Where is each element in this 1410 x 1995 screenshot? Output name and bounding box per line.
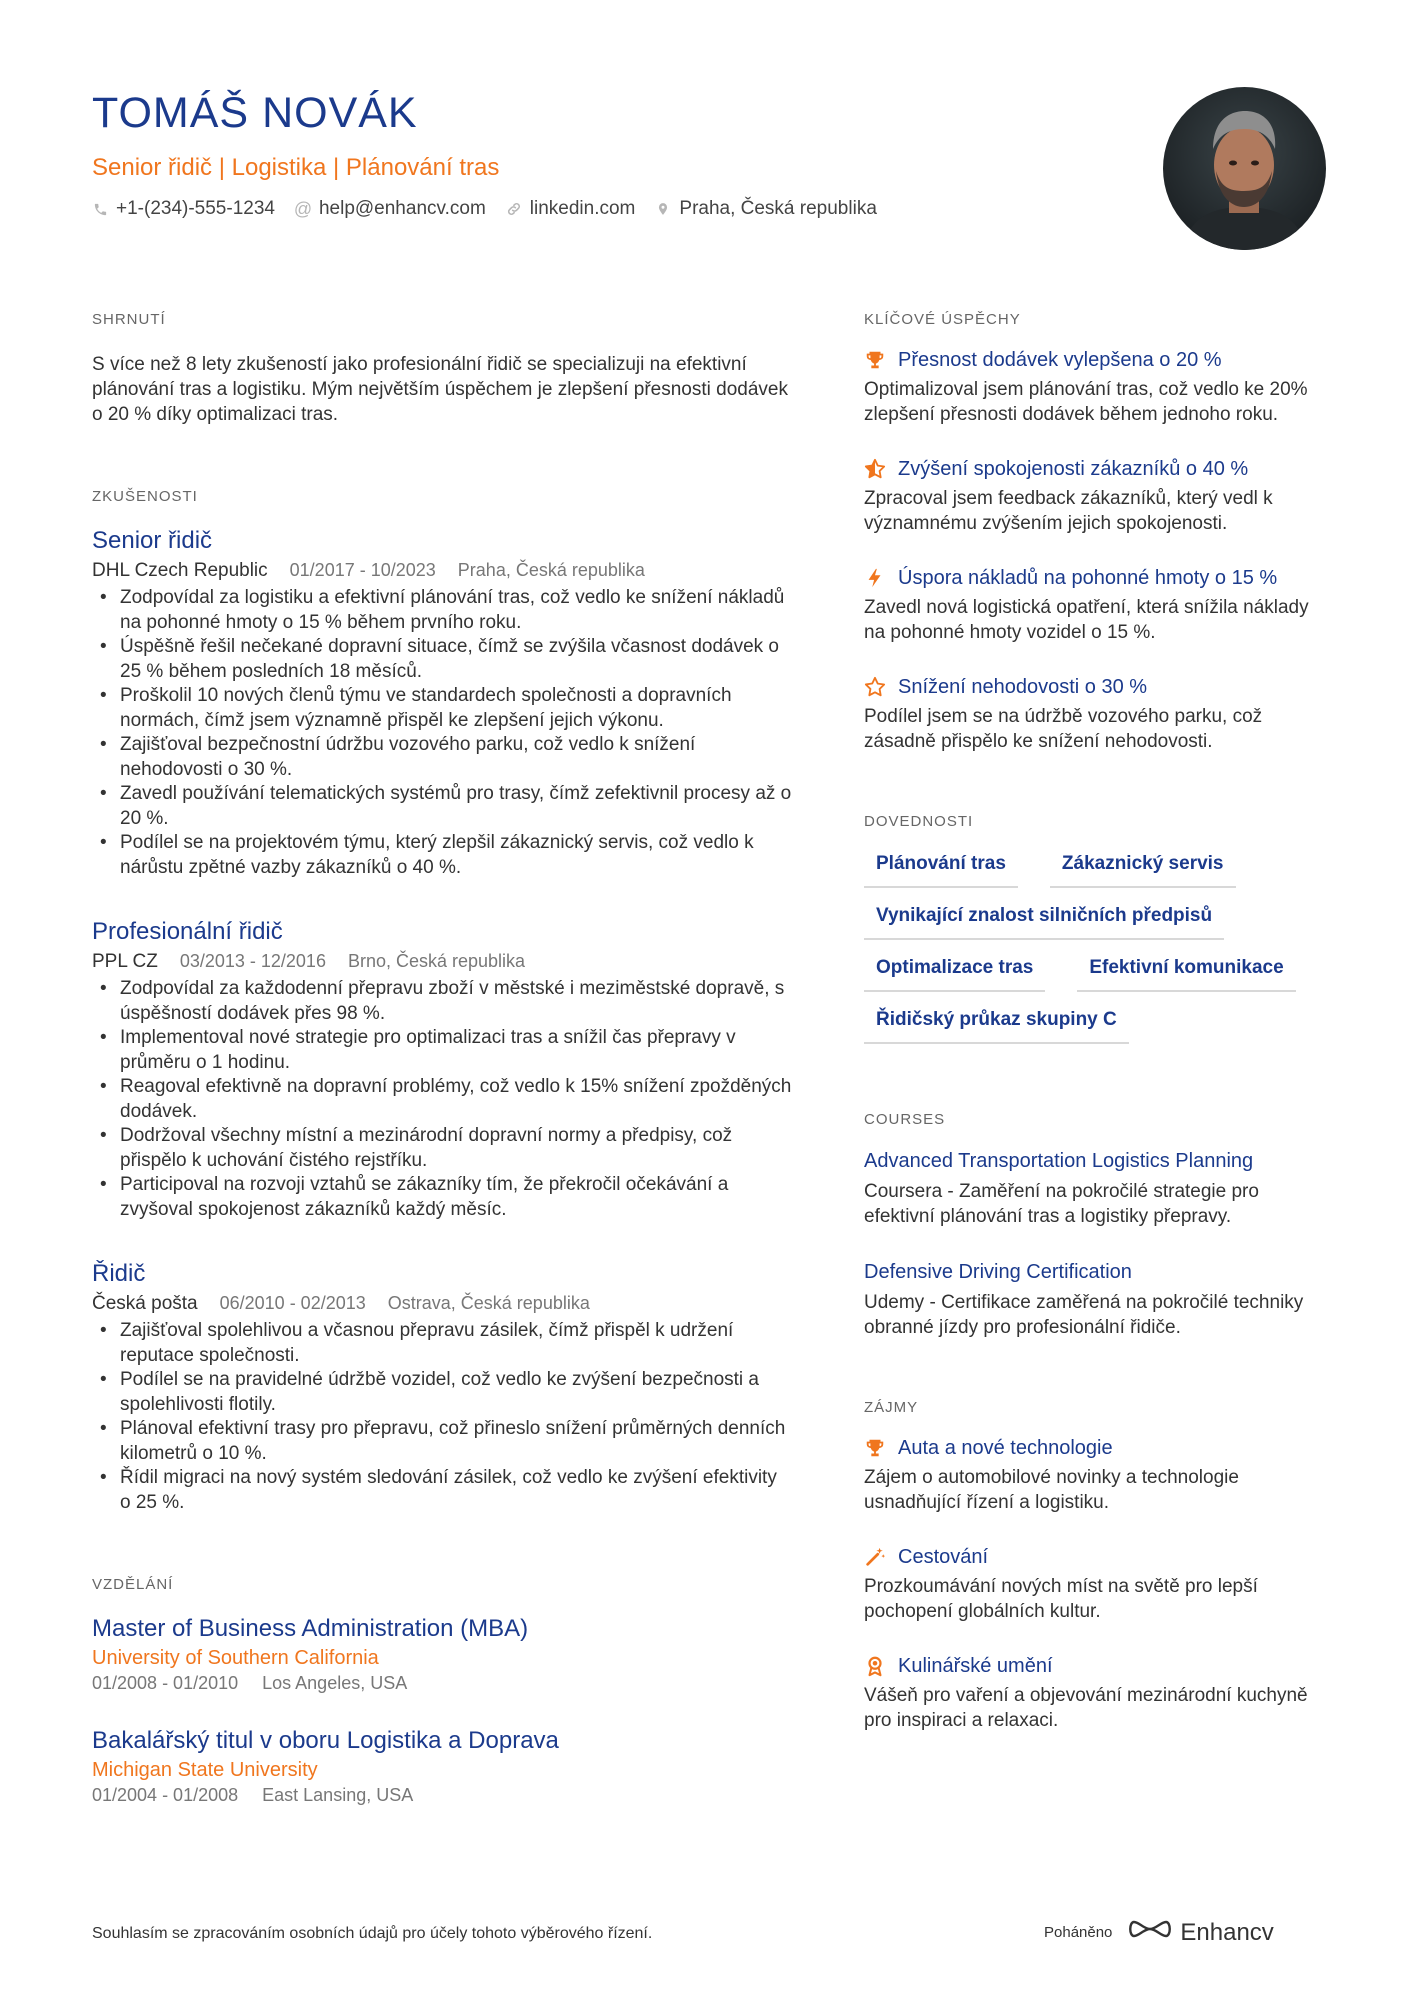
education-location: Los Angeles, USA <box>262 1673 408 1693</box>
job-title: Senior řidič <box>92 527 213 554</box>
interest-title: Cestování <box>898 1546 989 1568</box>
interest-desc: Prozkoumávání nových míst na světě pro lepší pochopení globálních kultur. <box>864 1576 1258 1622</box>
courses-heading: COURSES <box>864 1111 946 1128</box>
job-bullet: • Zodpovídal za logistiku a efektivní plánování tras, což vedlo ke snížení nákladů na pohonné hmoty o 15 % během prvního roku. <box>92 586 792 635</box>
achievement-item <box>864 564 1334 645</box>
job-location: Brno, Česká republika <box>347 951 526 971</box>
summary-text: S více než 8 lety zkušeností jako profesionální řidič se specializuji na efektivní plánování tras a logistiku. Mým největším úspěchem je zlepšení přesnosti dodávek o 20 % díky optimalizaci tras. <box>92 354 788 425</box>
magic-wand-icon <box>864 1546 886 1568</box>
job-bullet: • Participoval na rozvoji vztahů se zákazníky tím, že překročil očekávání a zvyšoval spokojenost zákazníků každý měsíc. <box>92 1173 792 1222</box>
interest-item <box>864 1434 1334 1515</box>
linkedin-text: linkedin.com <box>529 198 636 219</box>
education-degree: Master of Business Administration (MBA) <box>92 1615 529 1642</box>
contact-phone[interactable] <box>92 196 275 222</box>
interest-title: Auta a nové technologie <box>898 1437 1113 1459</box>
contact-row <box>92 196 1142 222</box>
at-icon: @ <box>293 199 313 219</box>
job-bullet: • Podílel se na pravidelné údržbě vozidel, což vedlo ke zvýšení bezpečnosti a spolehlivosti flotily. <box>92 1368 792 1417</box>
trophy-icon <box>864 349 886 371</box>
education-school: Michigan State University <box>92 1759 318 1781</box>
job-bullets <box>92 586 792 880</box>
job-title: Profesionální řidič <box>92 918 283 945</box>
job-location: Praha, Česká republika <box>457 560 645 580</box>
education-meta <box>92 1671 792 1695</box>
achievement-item <box>864 673 1334 754</box>
candidate-name: TOMÁŠ NOVÁK <box>92 89 418 137</box>
phone-icon <box>92 201 108 217</box>
brand-link[interactable] <box>1128 1917 1273 1948</box>
achievement-title: Úspora nákladů na pohonné hmoty o 15 % <box>898 567 1278 589</box>
skills-list <box>864 850 1304 1044</box>
achievement-desc: Optimalizoval jsem plánování tras, což vedlo ke 20% zlepšení přesnosti dodávek během jednoho roku. <box>864 379 1308 425</box>
achievement-desc: Podílel jsem se na údržbě vozového parku, což zásadně přispělo ke snížení nehodovosti. <box>864 706 1263 752</box>
course-item <box>864 1146 1334 1229</box>
skill-tag: Optimalizace tras <box>864 954 1045 992</box>
education-location: East Lansing, USA <box>262 1785 414 1805</box>
job-bullet: • Plánoval efektivní trasy pro přepravu, což přineslo snížení průměrných denních kilometrů o 10 %. <box>92 1417 792 1466</box>
job-bullet: • Dodržoval všechny místní a mezinárodní dopravní normy a předpisy, což přispělo k uchování čistého rejstříku. <box>92 1124 792 1173</box>
candidate-title: Senior řidič | Logistika | Plánování tras <box>92 154 500 181</box>
job-meta <box>92 557 792 584</box>
course-title: Defensive Driving Certification <box>864 1261 1132 1283</box>
powered-by-label: Poháněno <box>1044 1924 1113 1941</box>
summary-heading: SHRNUTÍ <box>92 311 166 328</box>
star-half-icon <box>864 458 886 480</box>
phone-text: +1-(234)-555-1234 <box>116 198 275 219</box>
skill-tag: Zákaznický servis <box>1050 850 1236 888</box>
left-column <box>92 310 792 1807</box>
job-bullet: • Řídil migraci na nový systém sledování zásilek, což vedlo ke zvýšení efektivity o 25 %. <box>92 1466 792 1515</box>
skill-tag: Vynikající znalost silničních předpisů <box>864 902 1224 940</box>
achievements-heading: KLÍČOVÉ ÚSPĚCHY <box>864 311 1021 328</box>
resume-header <box>92 84 1142 222</box>
right-column <box>864 310 1334 1733</box>
job-company: Česká pošta <box>92 1293 198 1314</box>
achievement-desc: Zpracoval jsem feedback zákazníků, který vedl k významnému zvýšením jejich spokojenosti. <box>864 488 1273 534</box>
job-title: Řidič <box>92 1260 146 1287</box>
job-bullet: • Zodpovídal za každodenní přepravu zboží v městské i meziměstské dopravě, s úspěšností dodávek přes 98 %. <box>92 977 792 1026</box>
interest-desc: Zájem o automobilové novinky a technologie usnadňující řízení a logistiku. <box>864 1467 1239 1513</box>
job-meta <box>92 948 792 975</box>
job-bullet: • Úspěšně řešil nečekané dopravní situace, čímž se zvýšila včasnost dodávek o 25 % během posledních 18 měsíců. <box>92 635 792 684</box>
achievement-item <box>864 455 1334 536</box>
course-title: Advanced Transportation Logistics Planning <box>864 1150 1254 1172</box>
location-text: Praha, Česká republika <box>679 198 877 219</box>
job-company: PPL CZ <box>92 951 158 972</box>
education-entry <box>92 1725 792 1807</box>
job-bullet: • Implementoval nové strategie pro optimalizaci tras a snížil čas přepravy v průměru o 1 hodinu. <box>92 1026 792 1075</box>
trophy-icon <box>864 1437 886 1459</box>
footer-branding <box>1044 1917 1274 1948</box>
course-desc: Coursera - Zaměření na pokročilé strategie pro efektivní plánování tras a logistiky přepravy. <box>864 1181 1259 1227</box>
job-entry <box>92 1258 792 1515</box>
job-dates: 06/2010 - 02/2013 <box>219 1293 366 1313</box>
education-meta <box>92 1783 792 1807</box>
interests-heading: ZÁJMY <box>864 1399 919 1416</box>
skills-heading: DOVEDNOSTI <box>864 813 974 830</box>
enhancv-logo-icon <box>1128 1917 1172 1948</box>
location-pin-icon <box>655 201 671 217</box>
job-entry <box>92 525 792 880</box>
job-bullets <box>92 1319 792 1515</box>
brand-name: Enhancv <box>1180 1918 1274 1946</box>
skill-tag: Řidičský průkaz skupiny C <box>864 1006 1129 1044</box>
job-dates: 01/2017 - 10/2023 <box>289 560 436 580</box>
education-entry <box>92 1613 792 1695</box>
education-dates: 01/2008 - 01/2010 <box>92 1673 239 1693</box>
job-bullet: • Zajišťoval bezpečnostní údržbu vozového parku, což vedlo k snížení nehodovosti o 30 %. <box>92 733 792 782</box>
skill-tag: Plánování tras <box>864 850 1018 888</box>
education-dates: 01/2004 - 01/2008 <box>92 1785 239 1805</box>
interest-title: Kulinářské umění <box>898 1655 1053 1677</box>
star-outline-icon <box>864 676 886 698</box>
interest-item <box>864 1652 1334 1733</box>
course-desc: Udemy - Certifikace zaměřená na pokročilé techniky obranné jízdy pro profesionální řidiče. <box>864 1292 1304 1338</box>
interest-desc: Vášeň pro vaření a objevování mezinárodní kuchyně pro inspiraci a relaxaci. <box>864 1685 1308 1731</box>
interest-item <box>864 1543 1334 1624</box>
job-dates: 03/2013 - 12/2016 <box>179 951 326 971</box>
job-bullet: • Reagoval efektivně na dopravní problémy, což vedlo k 15% snížení zpožděných dodávek. <box>92 1075 792 1124</box>
skill-tag: Efektivní komunikace <box>1077 954 1295 992</box>
education-school: University of Southern California <box>92 1647 379 1669</box>
achievement-title: Zvýšení spokojenosti zákazníků o 40 % <box>898 458 1249 480</box>
consent-text: Souhlasím se zpracováním osobních údajů pro účely tohoto výběrového řízení. <box>92 1925 653 1942</box>
course-item <box>864 1257 1334 1340</box>
job-entry <box>92 916 792 1222</box>
job-bullet: • Podílel se na projektovém týmu, který zlepšil zákaznický servis, což vedlo k nárůstu zpětné vazby zákazníků o 40 %. <box>92 831 792 880</box>
lightning-icon <box>864 567 886 589</box>
job-location: Ostrava, Česká republika <box>387 1293 590 1313</box>
achievement-title: Snížení nehodovosti o 30 % <box>898 676 1148 698</box>
contact-linkedin[interactable] <box>506 196 636 222</box>
contact-email[interactable] <box>295 196 486 222</box>
experience-heading: ZKUŠENOSTI <box>92 488 198 505</box>
job-meta <box>92 1290 792 1317</box>
achievement-item <box>864 346 1334 427</box>
job-bullet: • Proškolil 10 nových členů týmu ve standardech společnosti a dopravních normách, čímž jsem významně přispěl ke zlepšení jejich výkonu. <box>92 684 792 733</box>
profile-photo <box>1163 87 1326 250</box>
job-bullets <box>92 977 792 1222</box>
award-icon <box>864 1655 886 1677</box>
achievement-title: Přesnost dodávek vylepšena o 20 % <box>898 349 1222 371</box>
link-icon <box>506 201 522 217</box>
education-heading: VZDĚLÁNÍ <box>92 1576 174 1593</box>
contact-location <box>655 196 877 222</box>
job-bullet: • Zavedl používání telematických systémů pro trasy, čímž zefektivnil procesy až o 20 %. <box>92 782 792 831</box>
job-company: DHL Czech Republic <box>92 560 268 581</box>
job-bullet: • Zajišťoval spolehlivou a včasnou přepravu zásilek, čímž přispěl k udržení reputace společnosti. <box>92 1319 792 1368</box>
education-degree: Bakalářský titul v oboru Logistika a Doprava <box>92 1727 559 1754</box>
email-text: help@enhancv.com <box>318 198 486 219</box>
achievement-desc: Zavedl nová logistická opatření, která snížila náklady na pohonné hmoty vozidel o 15 %. <box>864 597 1309 643</box>
